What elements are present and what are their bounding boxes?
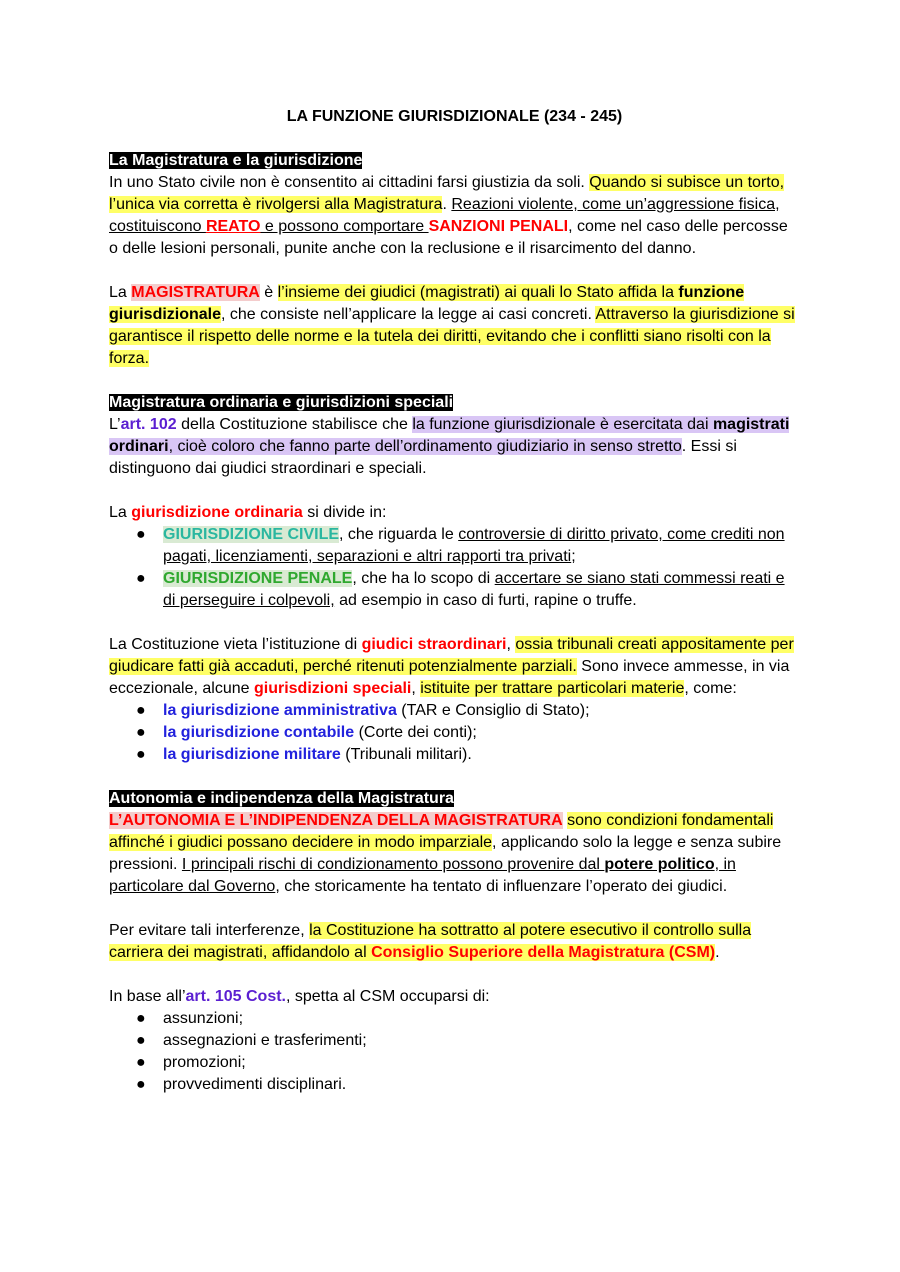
- section-ordinaria: [109, 392, 800, 788]
- paragraph: L’AUTONOMIA E L’INDIPENDENZA DELLA MAGISTRATURA sono condizioni fondamentali affinché i giudici possano decidere in modo imparziale, applicando solo la legge e senza subire pressioni. I principali rischi di condizionamento possono provenire dal potere politico, in particolare dal Governo, che storicamente ha tentato di influenzare l’operato dei giudici.: [109, 812, 782, 895]
- list-item: ● assunzioni;: [136, 1010, 244, 1027]
- list-item: ● assegnazioni e trasferimenti;: [136, 1032, 367, 1049]
- paragraph: La Costituzione vieta l’istituzione di giudici straordinari, ossia tribunali creati appositamente per giudicare fatti già accaduti, perché ritenuti potenzialmente parziali. Sono invece ammesse, in via eccezionale, alcune giurisdizioni speciali, istituite per trattare particolari materie, come:: [109, 636, 794, 697]
- ordinaria-list: [109, 524, 800, 612]
- csm-list: [109, 1008, 800, 1096]
- page-title: LA FUNZIONE GIURISDIZIONALE (234 - 245): [286, 108, 623, 125]
- list-item: ● GIURISDIZIONE PENALE, che ha lo scopo di accertare se siano stati commessi reati e di perseguire i colpevoli, ad esempio in caso di furti, rapine o truffe.: [136, 570, 785, 609]
- section-magistratura: [109, 150, 800, 392]
- list-item: ● GIURISDIZIONE CIVILE, che riguarda le controversie di diritto privato, come crediti non pagati, licenziamenti, separazioni e altri rapporti tra privati;: [136, 526, 785, 565]
- speciali-list: [109, 700, 800, 766]
- list-item: ● promozioni;: [136, 1054, 246, 1071]
- section-heading: La Magistratura e la giurisdizione: [109, 152, 363, 169]
- paragraph: La MAGISTRATURA è l’insieme dei giudici (magistrati) ai quali lo Stato affida la funzione giurisdizionale, che consiste nell’applicare la legge ai casi concreti. Attraverso la giurisdizione si garantisce il rispetto delle norme e la tutela dei diritti, evitando che i conflitti siano risolti con la forza.: [109, 284, 795, 367]
- paragraph: In uno Stato civile non è consentito ai cittadini farsi giustizia da soli. Quando si subisce un torto, l’unica via corretta è rivolgersi alla Magistratura. Reazioni violente, come un’aggressione fisica, costituiscono REATO e possono comportare SANZIONI PENALI, come nel caso delle percosse o delle lesioni personali, punite anche con la reclusione e il risarcimento del danno.: [109, 174, 788, 257]
- paragraph: Per evitare tali interferenze, la Costituzione ha sottratto al potere esecutivo il controllo sulla carriera dei magistrati, affidandolo al Consiglio Superiore della Magistratura (CSM).: [109, 922, 752, 961]
- section-heading: Magistratura ordinaria e giurisdizioni speciali: [109, 394, 454, 411]
- section-heading: Autonomia e indipendenza della Magistratura: [109, 790, 454, 807]
- paragraph: In base all’art. 105 Cost., spetta al CSM occuparsi di:: [109, 988, 490, 1005]
- list-item: ● la giurisdizione contabile (Corte dei conti);: [136, 724, 477, 741]
- list-item: ● provvedimenti disciplinari.: [136, 1076, 347, 1093]
- list-item: ● la giurisdizione amministrativa (TAR e Consiglio di Stato);: [136, 702, 590, 719]
- section-autonomia: [109, 788, 800, 1096]
- paragraph: La giurisdizione ordinaria si divide in:: [109, 504, 387, 521]
- paragraph: L’art. 102 della Costituzione stabilisce che la funzione giurisdizionale è esercitata dai magistrati ordinari, cioè coloro che fanno parte dell’ordinamento giudiziario in senso stretto. Essi si distinguono dai giudici straordinari e speciali.: [109, 416, 790, 477]
- list-item: ● la giurisdizione militare (Tribunali militari).: [136, 746, 472, 763]
